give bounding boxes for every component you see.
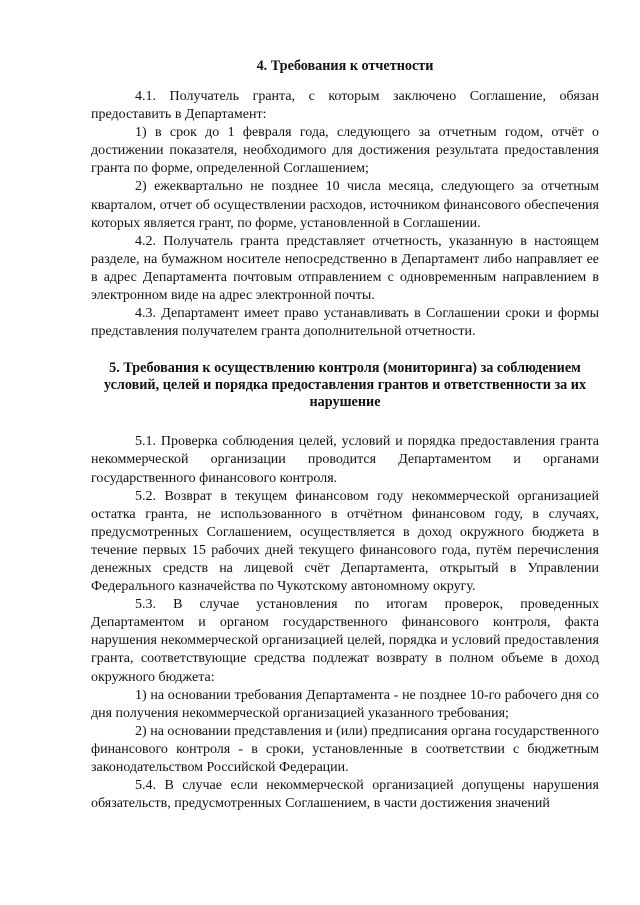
section-5-title: 5. Требования к осуществлению контроля (мониторинга) за соблюдением условий, целей и порядка предоставления грантов и ответственности за их нарушение <box>103 360 587 411</box>
section-4-title: 4. Требования к отчетности <box>256 58 434 74</box>
paragraph-4-1-item-2: 2) ежеквартально не позднее 10 числа месяца, следующего за отчетным кварталом, отчет об осуществлении расходов, источником финансового обеспечения которых является грант, по форме, установленной в Соглашении. <box>91 179 599 231</box>
paragraph-4-2: 4.2. Получатель гранта представляет отчетность, указанную в настоящем разделе, на бумажном носителе непосредственно в Департамент либо направляет ее в адрес Департамента почтовым отправлением с одновременным направлением в электронном виде на адрес электронной почты. <box>91 233 599 304</box>
document-page <box>91 58 599 813</box>
paragraph-5-3-item-1: 1) на основании требования Департамента - не позднее 10-го рабочего дня со дня получения некоммерческой организацией указанного требования; <box>91 687 599 721</box>
paragraph-4-1: 4.1. Получатель гранта, с которым заключено Соглашение, обязан предоставить в Департамент: <box>91 89 599 123</box>
paragraph-5-2: 5.2. Возврат в текущем финансовом году некоммерческой организацией остатка гранта, не использованного в отчётном финансовом году, в случаях, предусмотренных Соглашением, осуществляется в доход окружного бюджета в течение первых 15 рабочих дней текущего финансового года, путём перечисления денежных средств на лицевой счёт Департамента, открытый в Управлении Федерального казначейства по Чукотскому автономному округу. <box>91 488 599 595</box>
paragraph-5-3-item-2: 2) на основании представления и (или) предписания органа государственного финансового контроля - в сроки, установленные в соответствии с бюджетным законодательством Российской Федерации. <box>91 723 599 775</box>
paragraph-4-3: 4.3. Департамент имеет право устанавливать в Соглашении сроки и формы представления получателем гранта дополнительной отчетности. <box>91 306 599 340</box>
paragraph-5-4: 5.4. В случае если некоммерческой организацией допущены нарушения обязательств, предусмотренных Соглашением, в части достижения значений <box>91 778 599 812</box>
paragraph-5-1: 5.1. Проверка соблюдения целей, условий и порядка предоставления гранта некоммерческой организации проводится Департаментом и органами государственного финансового контроля. <box>91 434 599 486</box>
paragraph-5-3: 5.3. В случае установления по итогам проверок, проведенных Департаментом и органом государственного финансового контроля, факта нарушения некоммерческой организацией целей, порядка и условий предоставления гранта, соответствующие средства подлежат возврату в полном объеме в доход окружного бюджета: <box>91 597 599 685</box>
paragraph-4-1-item-1: 1) в срок до 1 февраля года, следующего за отчетным годом, отчёт о достижении показателя, необходимого для достижения результата предоставления гранта по форме, определенной Соглашением; <box>91 125 599 177</box>
